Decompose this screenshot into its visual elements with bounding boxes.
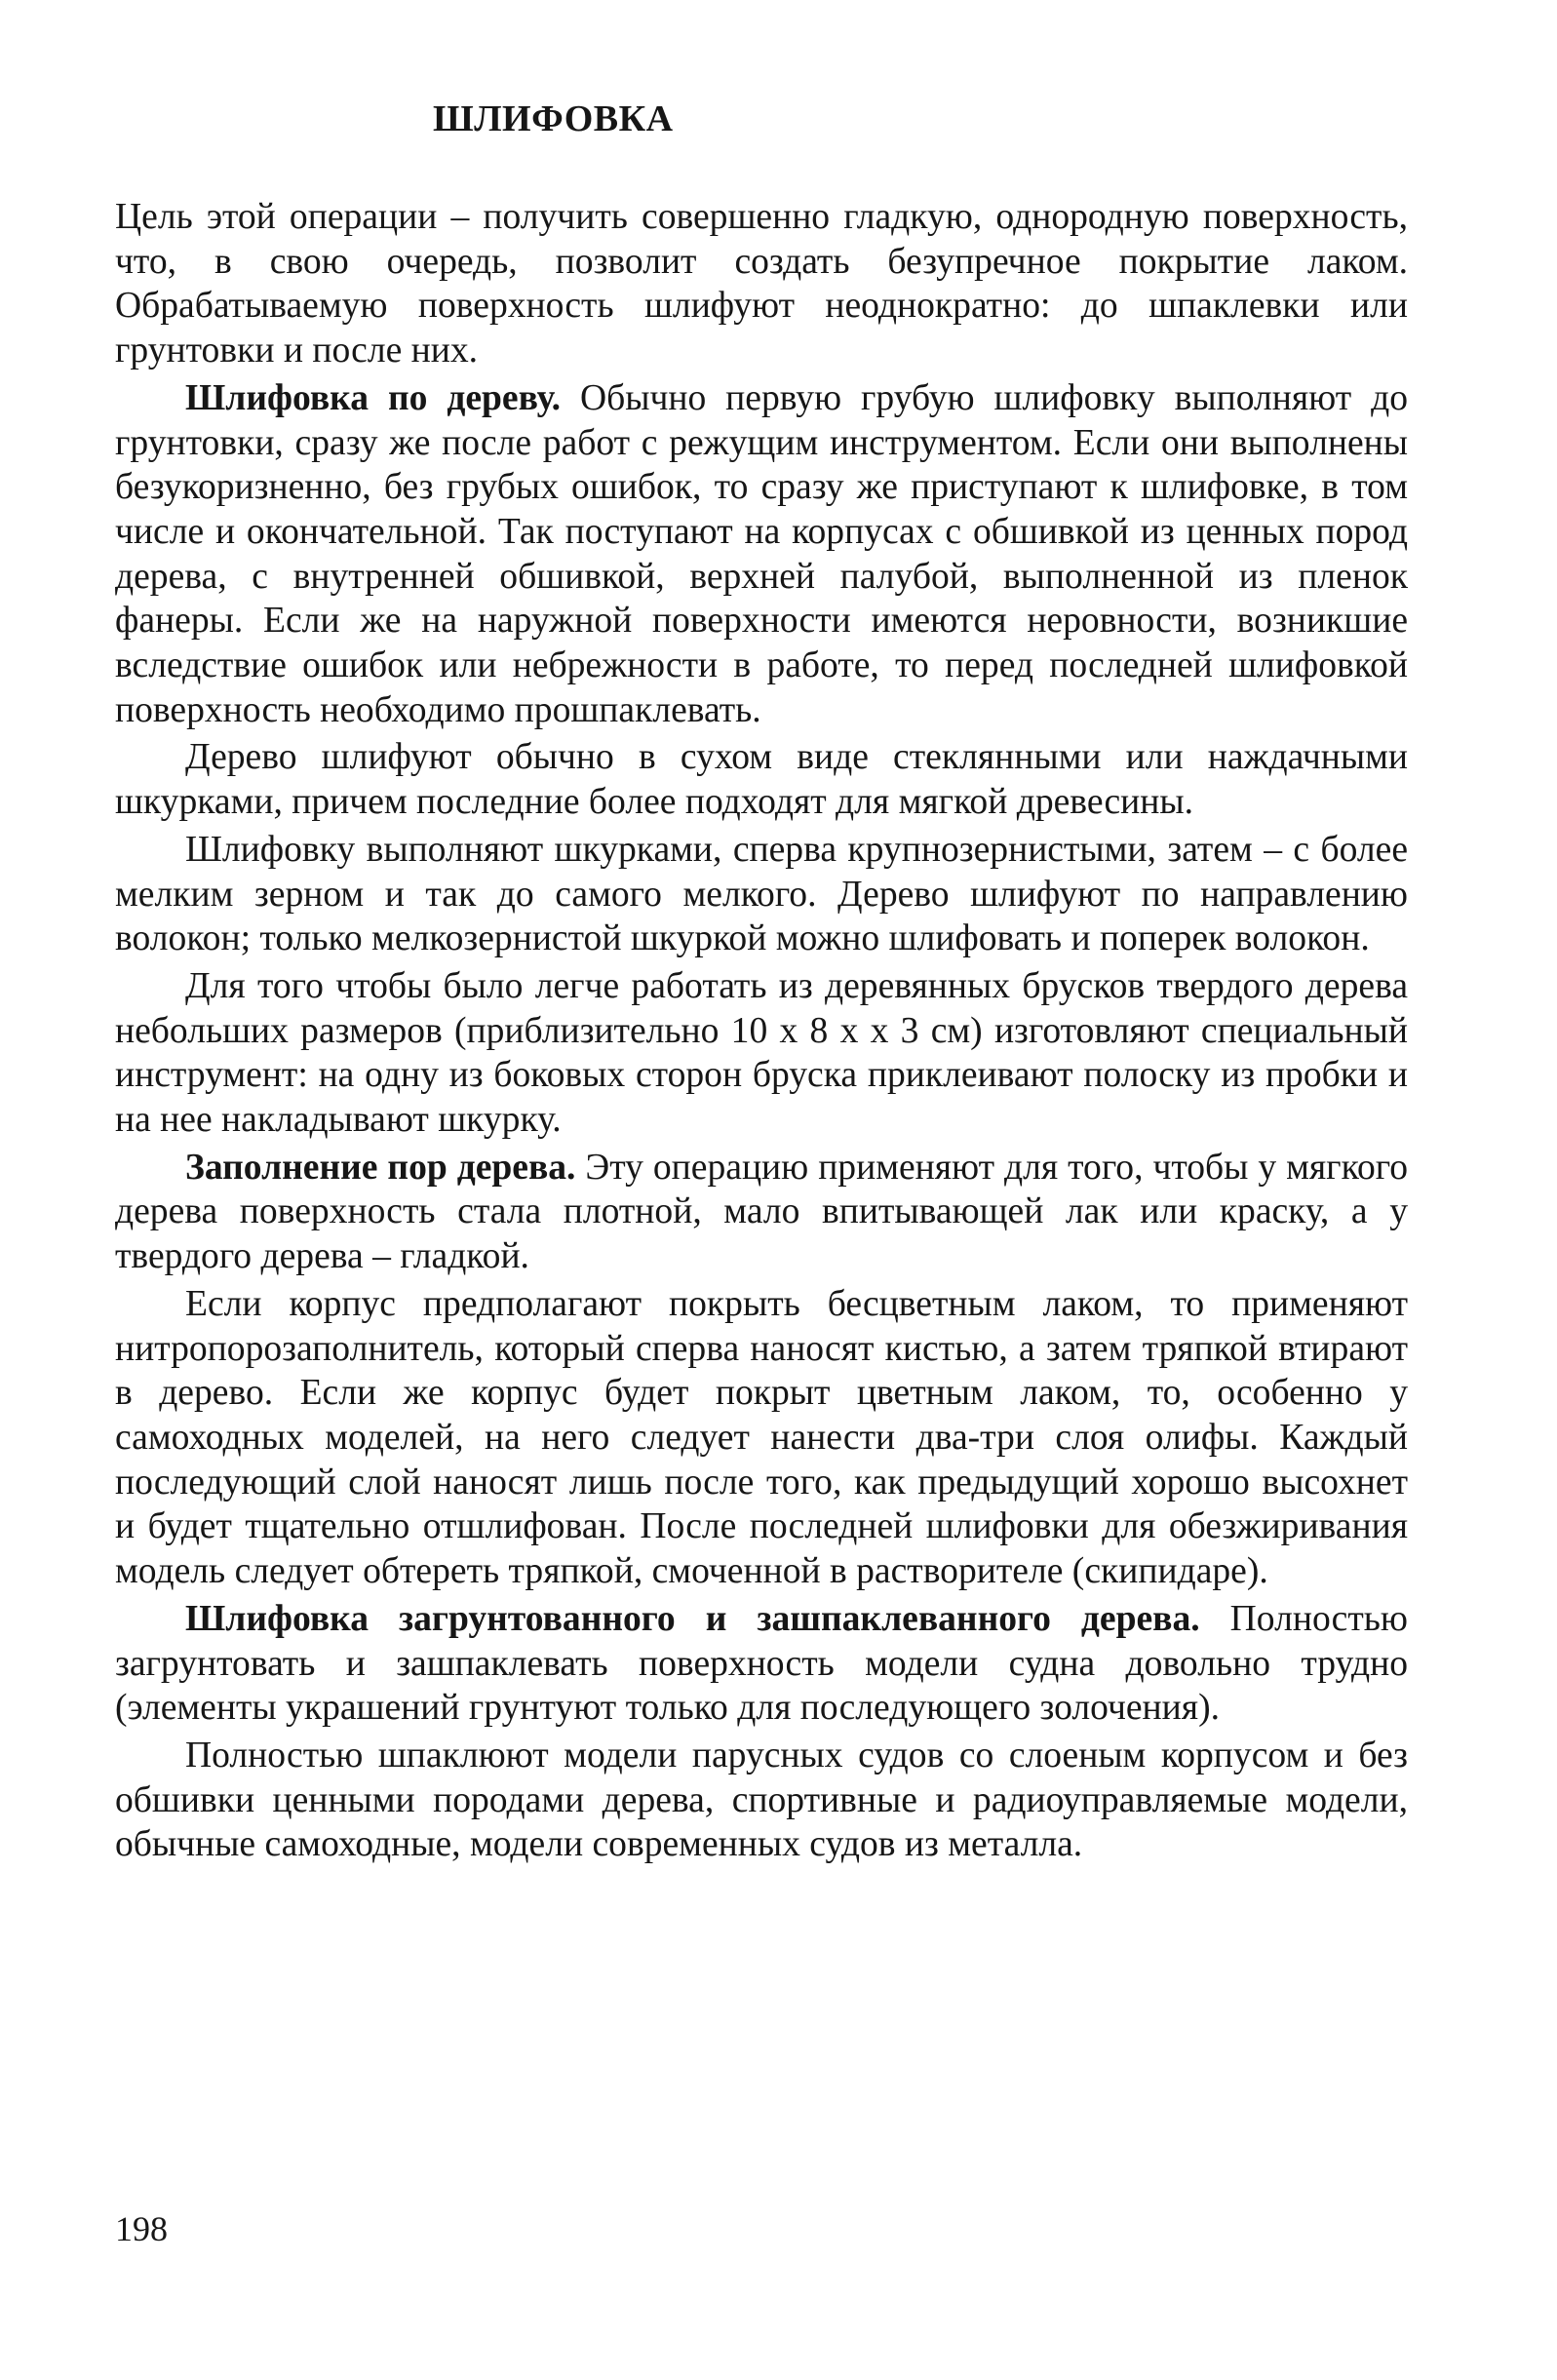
paragraph-1-text: Цель этой операции – получить совершенно гладкую, однородную поверхность, что, в свою очередь, позволит создать безупречное покрытие лаком. Обрабатываемую поверхность шлифуют неоднократно: до шпаклевки или грунтовки и после них. — [115, 197, 1408, 371]
paragraph-3-text: Дерево шлифуют обычно в сухом виде стеклянными или наждачными шкурками, причем последние более подходят для мягкой древесины. — [115, 737, 1408, 823]
paragraph-8-heading: Шлифовка загрунтованного и зашпаклеванного дерева. — [185, 1598, 1200, 1639]
paragraph-5-text: Для того чтобы было легче работать из деревянных брусков твердого дерева небольших размеров (приблизительно 10 x 8 x x 3 см) изготовляют специальный инструмент: на одну из боковых сторон бруска приклеивают полоску из пробки и на нее накладывают шкурку. — [115, 965, 1408, 1141]
page-title: ШЛИФОВКА — [433, 98, 674, 139]
paragraph-2-heading: Шлифовка по дереву. — [185, 377, 562, 418]
paragraph-6-heading: Заполнение пор дерева. — [185, 1147, 576, 1188]
paragraph-8 — [115, 1597, 1408, 1731]
paragraph-4-text: Шлифовку выполняют шкурками, сперва крупнозернистыми, затем – с более мелким зерном и так до самого мелкого. Дерево шлифуют по направлению волокон; только мелкозернистой шкуркой можно шлифовать и поперек волокон. — [115, 829, 1408, 959]
paragraph-9 — [115, 1734, 1408, 1867]
book-page — [115, 0, 1408, 2380]
paragraph-7 — [115, 1282, 1408, 1594]
paragraph-6-text: Эту операцию применяют для того, чтобы у мягкого дерева поверхность стала плотной, мало впитывающей лак или краску, а у твердого дерева – гладкой. — [115, 1147, 1408, 1277]
paragraph-2 — [115, 376, 1408, 733]
paragraph-9-text: Полностью шпаклюют модели парусных судов со слоеным корпусом и без обшивки ценными породами дерева, спортивные и радиоуправляемые модели, обычные самоходные, модели современных судов из металла. — [115, 1735, 1408, 1865]
paragraph-2-text: Обычно первую грубую шлифовку выполняют до грунтовки, сразу же после работ с режущим инструментом. Если они выполнены безукоризненно, без грубых ошибок, то сразу же приступают к шлифовке, в том числе и окончательной. Так поступают на корпусах с обшивкой из ценных пород дерева, с внутренней обшивкой, верхней палубой, выполненной из пленок фанеры. Если же на наружной поверхности имеются неровности, возникшие вследствие ошибок или небрежности в работе, то перед последней шлифовкой поверхность необходимо прошпаклевать. — [115, 377, 1408, 730]
paragraph-7-text: Если корпус предполагают покрыть бесцветным лаком, то применяют нитропорозаполнитель, который сперва наносят кистью, а затем тряпкой втирают в дерево. Если же корпус будет покрыт цветным лаком, то, особенно у самоходных моделей, на него следует нанести два-три слоя олифы. Каждый последующий слой наносят лишь после того, как предыдущий хорошо высохнет и будет тщательно отшлифован. После последней шлифовки для обезжиривания модель следует обтереть тряпкой, смоченной в растворителе (скипидаре). — [115, 1283, 1408, 1592]
paragraph-1 — [115, 195, 1408, 373]
page-number: 198 — [115, 2209, 168, 2248]
body-text — [115, 195, 1408, 1867]
paragraph-8-text: Полностью загрунтовать и зашпаклевать поверхность модели судна довольно трудно (элементы украшений грунтуют только для последующего золочения). — [115, 1598, 1408, 1729]
paragraph-6 — [115, 1146, 1408, 1279]
paragraph-3 — [115, 735, 1408, 824]
paragraph-4 — [115, 828, 1408, 961]
paragraph-5 — [115, 964, 1408, 1143]
